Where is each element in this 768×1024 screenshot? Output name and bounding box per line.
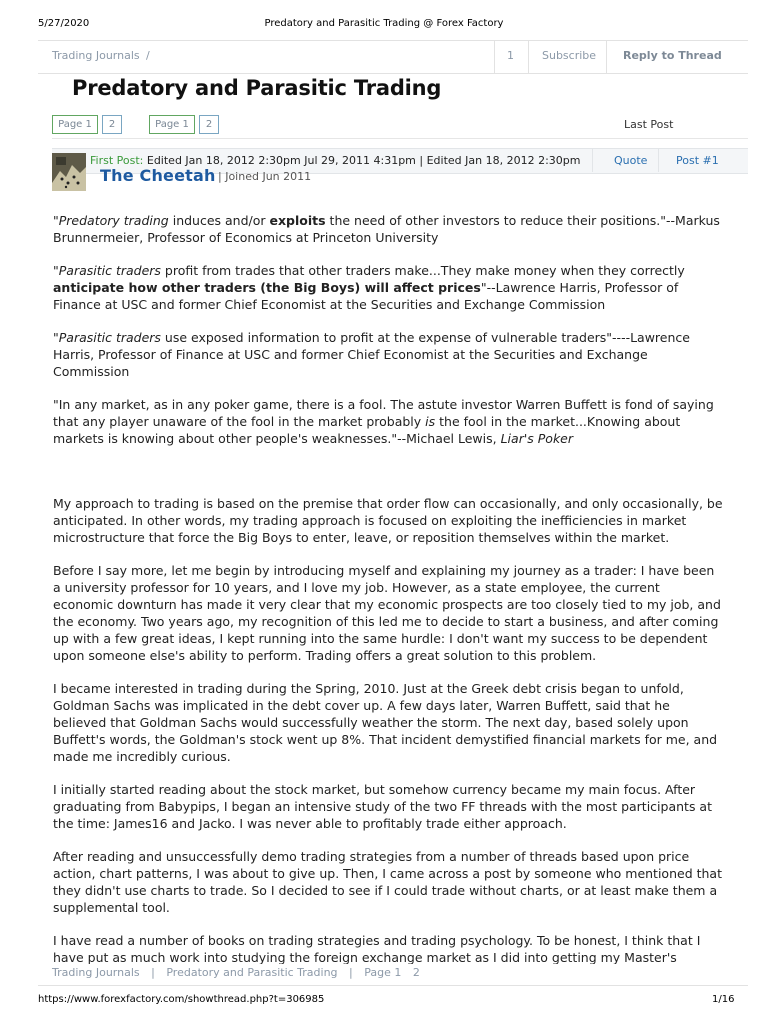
pager-page-1[interactable]: Page 1 [149,115,195,134]
pager-page-2[interactable]: 2 [102,115,122,134]
breadcrumb-page-1[interactable]: Page 1 [364,966,402,979]
reply-to-thread-button[interactable]: Reply to Thread [623,49,722,62]
breadcrumb-thread[interactable]: Predatory and Parasitic Trading [166,966,338,979]
body-paragraph: I became interested in trading during the Spring, 2010. Just at the Greek debt crisis began to unfold, Goldman Sachs was implicated in the debt cover up. A few days later, Warren Buffett, said that he believed that Goldman Sachs would successfully weather the storm. The next day, based solely upon Buffett's words, the Goldman's stock went up 8%. That incident demystified financial markets for me, and made me incredibly curious. [53,681,718,764]
body-paragraph: I have read a number of books on trading strategies and trading psychology. To be honest, I think that I have put as much work into studying the foreign exchange market as I did into getting my Master's [53,933,701,964]
avatar[interactable] [52,153,86,191]
breadcrumb-separator: | [151,966,155,979]
divider [592,148,593,172]
divider [658,148,659,172]
print-url: https://www.forexfactory.com/showthread.php?t=306985 [38,994,325,1005]
pager [52,115,312,135]
spacer [53,463,723,495]
first-post-label: First Post: [90,154,144,167]
subscriber-count: 1 [507,49,514,62]
quote-paragraph: "Parasitic traders use exposed information to profit at the expense of vulnerable traders"----Lawrence Harris, Professor of Finance at USC and former Chief Economist at the Securities and Exchange Commission [53,330,690,379]
thread-toolbar [38,40,748,74]
body-paragraph: After reading and unsuccessfully demo trading strategies from a number of threads based upon price action, chart patterns, I was about to give up. Then, I came across a post by someone who mentioned that they didn't use charts to trade. So I decided to see if I could trade without charts, or at least make them a supplemental tool. [53,849,722,915]
pager-page-1[interactable]: Page 1 [52,115,98,134]
divider [52,138,748,139]
quote-paragraph: "In any market, as in any poker game, there is a fool. The astute investor Warren Buffett is fond of saying that any player unaware of the fool in the market probably is the fool in the market...Knowing about markets is knowing about other people's weaknesses."--Michael Lewis, Liar's Poker [53,397,714,446]
edit-info: Edited Jan 18, 2012 2:30pm Jul 29, 2011 4:31pm | Edited Jan 18, 2012 2:30pm [146,154,581,167]
breadcrumb-trading-journals[interactable]: Trading Journals [52,966,140,979]
divider [528,41,529,73]
quote-button[interactable]: Quote [614,154,648,167]
post-number-link[interactable]: Post #1 [676,154,719,167]
quote-paragraph: "Predatory trading induces and/or exploits the need of other investors to reduce their positions."--Markus Brunnermeier, Professor of Economics at Princeton University [53,213,720,245]
joined-date: | Joined Jun 2011 [218,170,312,183]
post-body [53,212,723,964]
divider [38,985,748,986]
subscribe-button[interactable]: Subscribe [542,49,597,62]
breadcrumb-trading-journals[interactable]: Trading Journals [52,49,140,62]
cheetah-avatar-icon [52,153,86,191]
divider [494,41,495,73]
breadcrumb-page-2[interactable]: 2 [412,966,420,979]
username-link[interactable]: The Cheetah [100,166,216,182]
print-title: Predatory and Parasitic Trading @ Forex Factory [264,18,504,29]
print-page-number: 1/16 [712,994,735,1005]
last-post-link[interactable]: Last Post [624,118,674,131]
breadcrumb-separator: / [146,49,150,62]
breadcrumb-separator: | [349,966,353,979]
body-paragraph: Before I say more, let me begin by introducing myself and explaining my journey as a trader: I have been a university professor for 10 years, and I love my job. However, as a state employee, the current economic downturn has made it very clear that my economic prospects are too closely tied to my job, and the economy. Two years ago, my recognition of this led me to decide to start a business, and after coming up with a few great ideas, I kept running into the same hurdle: I don't want my success to be dependent upon someone else's ability to perform. Trading offers a great solution to this problem. [53,563,721,663]
pager-page-2[interactable]: 2 [199,115,219,134]
footer-breadcrumb [52,966,428,979]
divider [606,41,607,73]
body-paragraph: My approach to trading is based on the premise that order flow can occasionally, and only occasionally, be anticipated. In other words, my trading approach is focused on exploiting the inefficiencies in market microstructure that force the Big Boys to enter, leave, or reposition themselves within the market. [53,496,723,545]
thread-title: Predatory and Parasitic Trading [72,76,442,100]
print-date: 5/27/2020 [38,18,90,29]
body-paragraph: I initially started reading about the stock market, but somehow currency became my main focus. After graduating from Babypips, I began an intensive study of the two FF threads with the most participants at the time: James16 and Jacko. I was never able to profitably trade either approach. [53,782,712,831]
quote-paragraph: "Parasitic traders profit from trades that other traders make...They make money when they correctly anticipate how other traders (the Big Boys) will affect prices"--Lawrence Harris, Professor of Finance at USC and former Chief Economist at the Securities and Exchange Commission [53,263,685,312]
